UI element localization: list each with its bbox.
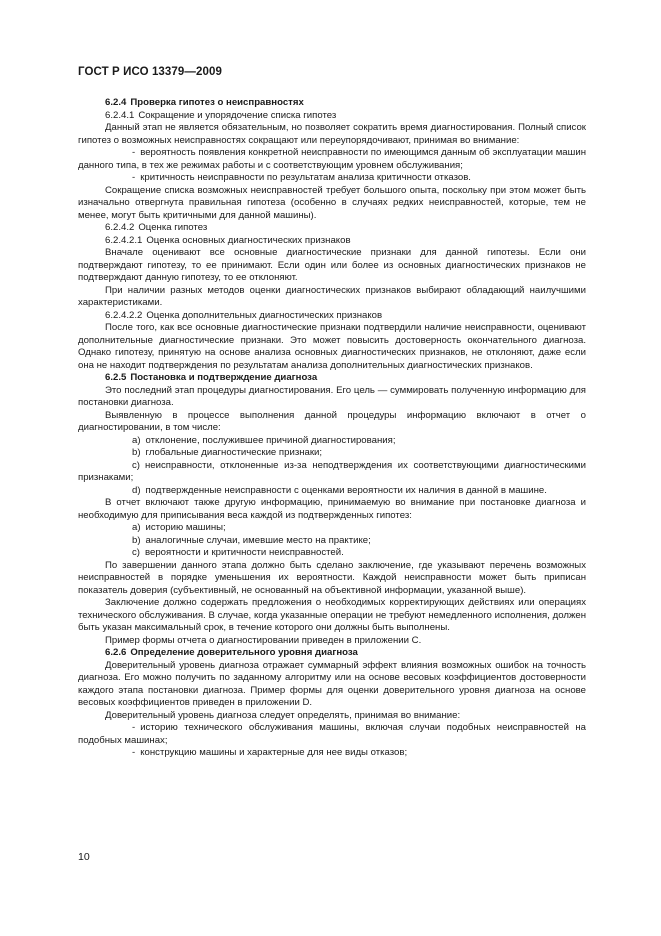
list-item [78,522,586,535]
list-item-text: глобальные диагностические признаки; [145,447,323,458]
subsection-heading [78,110,586,123]
list-item [78,547,586,560]
list-item-text: отклонение, послужившее причиной диагностирования; [145,434,396,446]
document-header: ГОСТ Р ИСО 13379—2009 [78,66,223,78]
list-item [78,447,586,460]
list-item-text: вероятность появления конкретной неисправности по имеющимся данным об эксплуатации машин данного типа, в тех же режимах работы и с соответствующим уровнем обслуживания; [78,147,586,171]
paragraph: Доверительный уровень диагноза отражает суммарный эффект влияния возможных ошибок на точность диагноза. Его можно получить по заданному алгоритму или на основе весовых коэффициентов достоверности каждого этапа постановки диагноза. Пример формы для оценки доверительного уровня диагноза на основе весовых коэффициентов приведен в приложении D. [78,659,586,708]
list-item-text: аналогичные случаи, имевшие место на практике; [145,534,371,546]
list-item-text: конструкцию машины и характерные для нее виды отказов; [140,747,408,758]
paragraph: Это последний этап процедуры диагностирования. Его цель — суммировать полученную информацию для постановки диагноза. [78,384,586,408]
list-marker: b) [132,534,141,546]
paragraph: Заключение должно содержать предложения о необходимых корректирующих действиях или операциях технического обслуживания. В случае, когда указанные операции не требуют немедленного исполнения, должен быть указан максимальный срок, в течение которого они должны быть выполнены. [78,597,586,633]
list-marker: - [132,147,136,158]
section-title: Оценка дополнительных диагностических признаков [146,309,383,321]
paragraph: Доверительный уровень диагноза следует определять, принимая во внимание: [105,709,461,721]
list-item [78,485,586,498]
section-title: Постановка и подтверждение диагноза [130,372,318,383]
list-item [78,722,586,747]
paragraph: После того, как все основные диагностические признаки подтвердили наличие неисправности, оценивают дополнительные диагностические признаки. Это может повысить достоверность окончательного диагноза. Однако гипотезу, принятую на основе анализа основных диагностических признаков, не отклоняют, даже если она не находит подтверждения по результатам анализа дополнительных диагностических признаков. [78,322,586,371]
paragraph: Сокращение списка возможных неисправностей требует большого опыта, поскольку при этом может быть изначально отвергнута правильная гипотеза (особенно в случаях редких неисправностей, которые, тем не менее, могут быть критичными для данной машины). [78,184,586,221]
subsection-heading [78,310,586,323]
paragraph: Пример формы отчета о диагностировании приведен в приложении С. [105,634,422,646]
section-number: 6.2.4 [105,97,127,108]
paragraph: В отчет включают также другую информацию, принимаемую во внимание при постановке диагноза и необходимую для приписывания веса каждой из подтвержденных гипотез: [78,497,586,521]
section-heading [78,647,586,660]
list-item-text: критичность неисправности по результатам анализа критичности отказов. [140,172,471,183]
section-number: 6.2.4.2.2 [105,309,143,321]
subsection-heading [78,222,586,235]
list-marker: a) [132,522,141,533]
paragraph: По завершении данного этапа должно быть сделано заключение, где указывают перечень возможных неисправностей в порядке уменьшения их вероятности. Каждой неисправности может быть приписан показатель доверия (субъективный, не основанный на объективной информации, указанной выше). [78,559,586,596]
page-number: 10 [78,851,90,863]
section-heading [78,372,586,385]
document-body [78,97,586,760]
list-marker: c) [132,459,140,471]
list-item-text: подтвержденные неисправности с оценками вероятности их наличия в данной в машине. [145,484,547,496]
list-marker: - [132,722,136,733]
section-heading [78,97,586,110]
section-title: Сокращение и упорядочение списка гипотез [138,109,337,121]
list-item [78,147,586,172]
section-title: Определение доверительного уровня диагноза [130,647,358,658]
section-title: Оценка гипотез [138,222,208,233]
list-item [78,535,586,548]
section-title: Оценка основных диагностических признаков [146,234,351,246]
subsection-heading [78,235,586,248]
list-item-text: вероятности и критичности неисправностей. [145,547,344,558]
list-item [78,435,586,448]
list-marker: - [132,747,136,758]
paragraph: Данный этап не является обязательным, но позволяет сократить время диагностирования. Полный список гипотез о возможных неисправностях сокращают или переупорядочивают, принимая во внимание: [78,122,586,146]
list-marker: a) [132,434,141,446]
list-item [78,747,586,760]
list-item-text: историю машины; [145,522,226,533]
list-item [78,172,586,185]
section-number: 6.2.4.1 [105,109,135,121]
list-item-text: неисправности, отклоненные из-за неподтверждения их соответствующими диагностическими признаками; [78,459,586,483]
list-item [78,460,586,485]
section-number: 6.2.4.2 [105,222,135,233]
list-marker: c) [132,547,140,558]
section-number: 6.2.4.2.1 [105,234,143,246]
section-number: 6.2.6 [105,647,127,658]
section-number: 6.2.5 [105,372,127,383]
list-item-text: историю технического обслуживания машины, включая случаи подобных неисправностей на подобных машинах; [78,722,586,746]
list-marker: b) [132,447,141,458]
paragraph: При наличии разных методов оценки диагностических признаков выбирают обладающий наилучшими характеристиками. [78,284,586,308]
paragraph: Выявленную в процессе выполнения данной процедуры информацию включают в отчет о диагностировании, в том числе: [78,409,586,433]
section-title: Проверка гипотез о неисправностях [130,97,304,108]
list-marker: d) [132,484,141,496]
list-marker: - [132,172,136,183]
paragraph: Вначале оценивают все основные диагностические признаки для данной гипотезы. Если они подтверждают гипотезу, то ее принимают. Если один или более из основных диагностических признаков не подтверждают данную гипотезу, то ее отклоняют. [78,247,586,283]
